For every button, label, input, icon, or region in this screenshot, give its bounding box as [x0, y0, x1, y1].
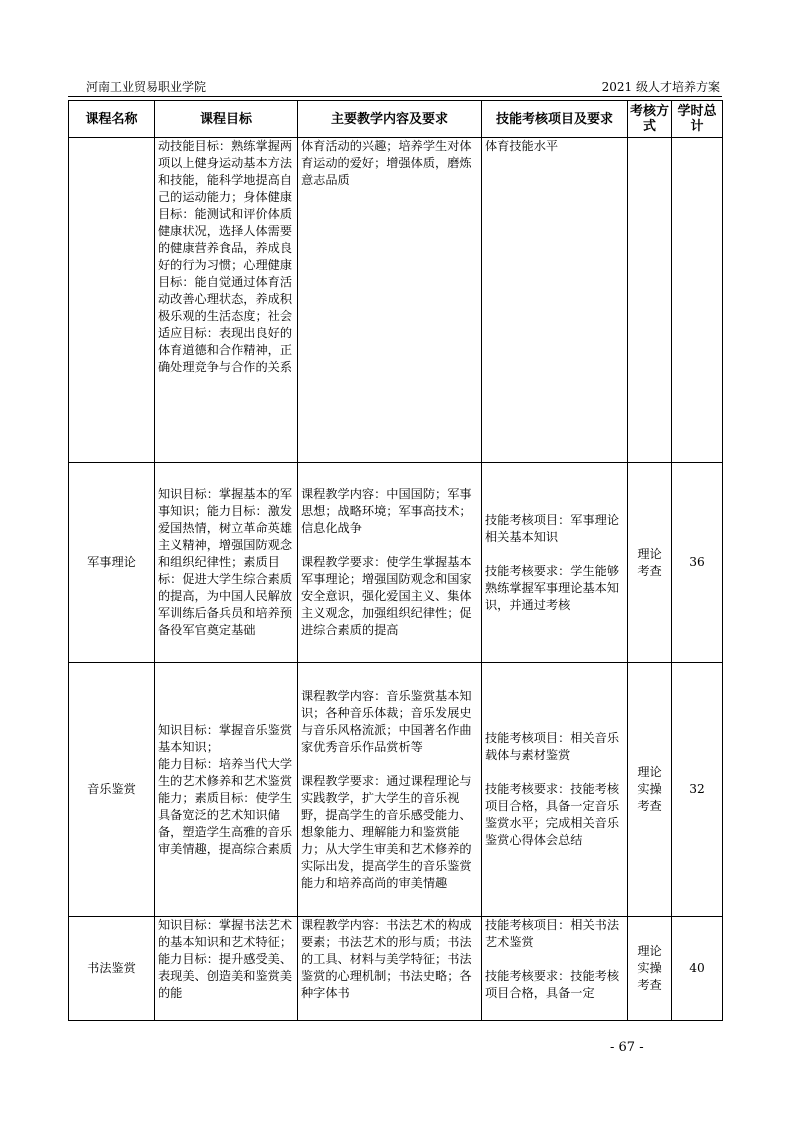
course-goal-cell: 知识目标：掌握基本的军事知识；能力目标：激发爱国热情，树立革命英雄主义精神，增强国防观念和组织纪律性；素质目标：促进大学生综合素质的提高，为中国人民解放军训练后备兵员和培养预备役军官奠定基础: [155, 463, 298, 663]
course-content-cell: 课程教学内容：中国国防；军事思想；战略环境；军事高技术；信息化战争 课程教学要求：使学生掌握基本军事理论；增强国防观念和国家安全意识，强化爱国主义、集体主义观念，加强组织纪律性；促进综合素质的提高: [298, 463, 482, 663]
course-skill-cell: 技能考核项目：军事理论相关基本知识 技能考核要求：学生能够熟练掌握军事理论基本知识，并通过考核: [482, 463, 628, 663]
course-name-cell: 军事理论: [69, 463, 155, 663]
course-name-cell: [69, 138, 155, 463]
course-method-cell: 理论 考查: [628, 463, 672, 663]
table-row: [69, 138, 723, 463]
course-method-cell: [628, 138, 672, 463]
course-skill-cell: 技能考核项目：相关书法艺术鉴赏 技能考核要求：技能考核项目合格，具备一定: [482, 917, 628, 1021]
table-row: [69, 463, 723, 663]
header-school-name: 河南工业贸易职业学院: [86, 80, 207, 94]
course-hours-cell: 40: [672, 917, 723, 1021]
col-header-hours: 学时总计: [672, 101, 723, 138]
page-number: - 67 -: [610, 1040, 644, 1055]
course-goal-cell: 知识目标：掌握音乐鉴赏基本知识； 能力目标：培养当代大学生的艺术修养和艺术鉴赏能力；素质目标：使学生具备宽泛的艺术知识储备，塑造学生高雅的音乐审美情趣，提高综合素质: [155, 663, 298, 917]
col-header-skill: 技能考核项目及要求: [482, 101, 628, 138]
page-header: [68, 76, 722, 97]
course-goal-cell: 知识目标：掌握书法艺术的基本知识和艺术特征；能力目标：提升感受美、表现美、创造美和鉴赏美的能: [155, 917, 298, 1021]
table-row: [69, 917, 723, 1021]
header-plan-title: 2021 级人才培养方案: [601, 80, 720, 94]
course-skill-cell: 技能考核项目：相关音乐载体与素材鉴赏 技能考核要求：技能考核项目合格，具备一定音乐鉴赏水平；完成相关音乐鉴赏心得体会总结: [482, 663, 628, 917]
course-hours-cell: 32: [672, 663, 723, 917]
table-header-row: [69, 101, 723, 138]
col-header-method: 考核方式: [628, 101, 672, 138]
col-header-content: 主要教学内容及要求: [298, 101, 482, 138]
course-method-cell: 理论 实操 考查: [628, 663, 672, 917]
course-name-cell: 书法鉴赏: [69, 917, 155, 1021]
course-content-cell: 课程教学内容：音乐鉴赏基本知识；各种音乐体裁；音乐发展史与音乐风格流派；中国著名作曲家优秀音乐作品赏析等 课程教学要求：通过课程理论与实践教学，扩大学生的音乐视野，提高学生的音乐感受能力、想象能力、理解能力和鉴赏能力；从大学生审美和艺术修养的实际出发，提高学生的音乐鉴赏能力和培养高尚的审美情趣: [298, 663, 482, 917]
course-content-cell: 体育活动的兴趣；培养学生对体育运动的爱好；增强体质，磨炼意志品质: [298, 138, 482, 463]
course-name-cell: 音乐鉴赏: [69, 663, 155, 917]
course-table: [68, 100, 723, 1021]
col-header-course-goal: 课程目标: [155, 101, 298, 138]
course-hours-cell: 36: [672, 463, 723, 663]
course-hours-cell: [672, 138, 723, 463]
table-row: [69, 663, 723, 917]
course-method-cell: 理论 实操 考查: [628, 917, 672, 1021]
course-skill-cell: 体育技能水平: [482, 138, 628, 463]
col-header-course-name: 课程名称: [69, 101, 155, 138]
course-goal-cell: 动技能目标：熟练掌握两项以上健身运动基本方法和技能，能科学地提高自己的运动能力；身体健康目标：能测试和评价体质健康状况，选择人体需要的健康营养食品，养成良好的行为习惯；心理健康目标：能自觉通过体育活动改善心理状态，养成积极乐观的生活态度；社会适应目标：表现出良好的体育道德和合作精神，正确处理竞争与合作的关系: [155, 138, 298, 463]
course-content-cell: 课程教学内容：书法艺术的构成要素；书法艺术的形与质；书法的工具、材料与美学特征；书法鉴赏的心理机制；书法史略；各种字体书: [298, 917, 482, 1021]
